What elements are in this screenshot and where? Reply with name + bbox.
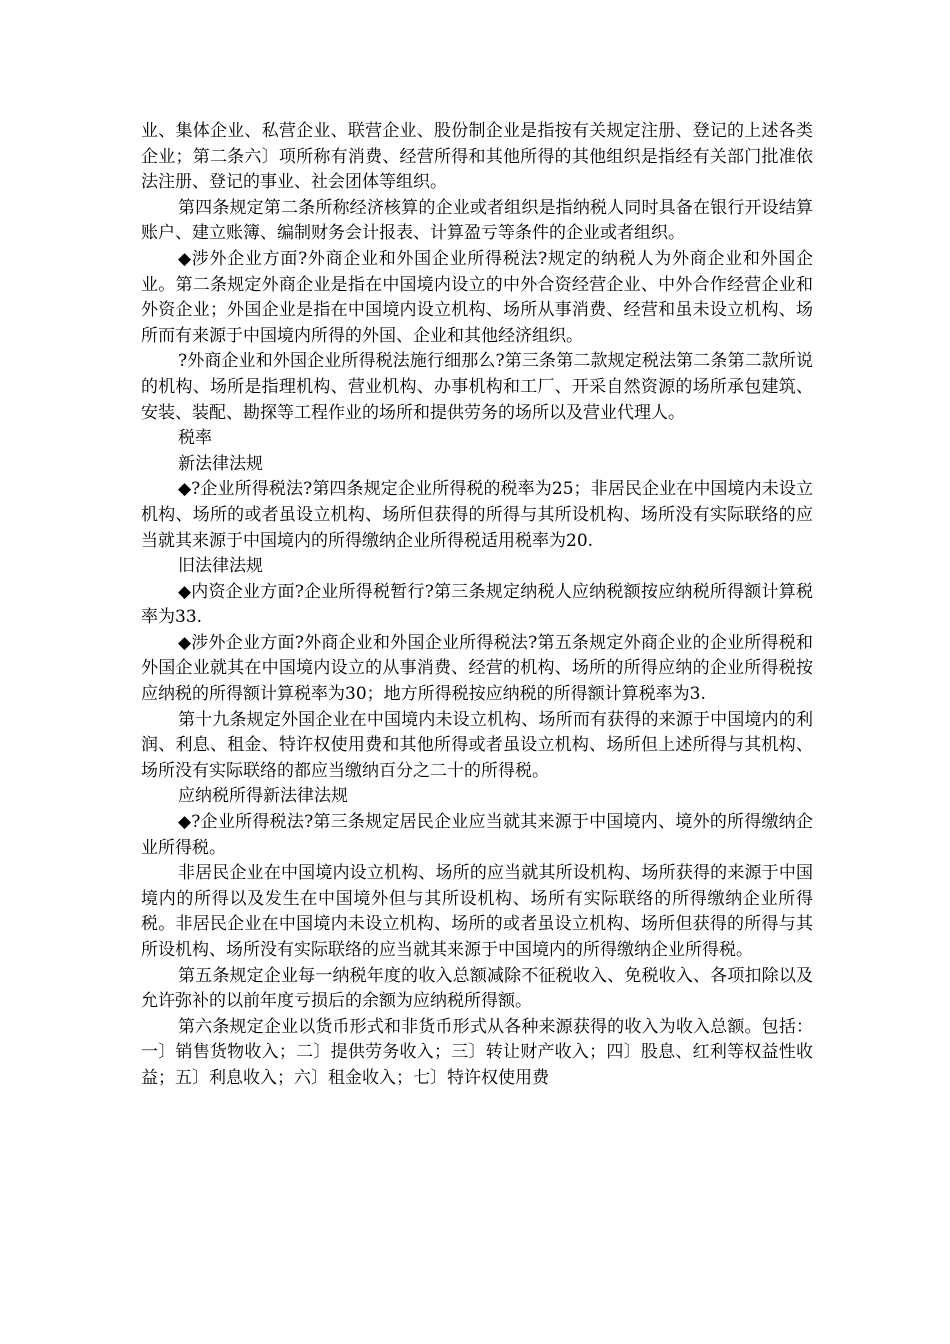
- section-subheading: 旧法律法规: [178, 556, 263, 577]
- paragraph: ◆内资企业方面?企业所得税暂行?第三条规定纳税人应纳税额按应纳税所得额计算税率为33.: [141, 581, 813, 628]
- section-subheading: 新法律法规: [178, 453, 263, 474]
- paragraph: 第四条规定第二条所称经济核算的企业或者组织是指纳税人同时具备在银行开设结算账户、建立账簿、编制财务会计报表、计算盈亏等条件的企业或者组织。: [141, 197, 813, 244]
- paragraph: 第十九条规定外国企业在中国境内未设立机构、场所而有获得的来源于中国境内的利润、利息、租金、特许权使用费和其他所得或者虽设立机构、场所但上述所得与其机构、场所没有实际联络的都应当缴纳百分之二十的所得税。: [141, 709, 813, 781]
- paragraph: 第五条规定企业每一纳税年度的收入总额减除不征税收入、免税收入、各项扣除以及允许弥补的以前年度亏损后的余额为应纳税所得额。: [141, 965, 813, 1012]
- paragraph: ◆涉外企业方面?外商企业和外国企业所得税法?第五条规定外商企业的企业所得税和外国企业就其在中国境内设立的从事消费、经营的机构、场所的所得应纳的企业所得税按应纳税的所得额计算税率为30；地方所得税按应纳税的所得额计算税率为3.: [141, 632, 813, 705]
- section-heading: 税率: [178, 428, 212, 449]
- section-heading: 应纳税所得新法律法规: [178, 786, 348, 807]
- paragraph: 非居民企业在中国境内设立机构、场所的应当就其所设机构、场所获得的来源于中国境内的所得以及发生在中国境外但与其所设机构、场所有实际联络的所得缴纳企业所得税。非居民企业在中国境内未设立机构、场所的或者虽设立机构、场所但获得的所得与其所设机构、场所没有实际联络的应当就其来源于中国境内的所得缴纳企业所得税。: [141, 863, 813, 960]
- paragraph: ?外商企业和外国企业所得税法施行细那么?第三条第二款规定税法第二条第二款所说的机构、场所是指理机构、营业机构、办事机构和工厂、开采自然资源的场所承包建筑、安装、装配、勘探等工程作业的场所和提供劳务的场所以及营业代理人。: [141, 351, 813, 423]
- paragraph: 第六条规定企业以货币形式和非货币形式从各种来源获得的收入为收入总额。包括：一〕销售货物收入；二〕提供劳务收入；三〕转让财产收入；四〕股息、红利等权益性收益；五〕利息收入；六〕租金收入；七〕特许权使用费: [141, 1016, 813, 1088]
- paragraph: ◆?企业所得税法?第三条规定居民企业应当就其来源于中国境内、境外的所得缴纳企业所得税。: [141, 812, 813, 858]
- document-body: [141, 119, 813, 1092]
- paragraph: ◆?企业所得税法?第四条规定企业所得税的税率为25；非居民企业在中国境内未设立机构、场所的或者虽设立机构、场所但获得的所得与其所设机构、场所没有实际联络的应当就其来源于中国境内的所得缴纳企业所得税适用税率为20.: [141, 479, 813, 551]
- paragraph: ◆涉外企业方面?外商企业和外国企业所得税法?规定的纳税人为外商企业和外国企业。第二条规定外商企业是指在中国境内设立的中外合资经营企业、中外合作经营企业和外资企业；外国企业是指在中国境内设立机构、场所从事消费、经营和虽未设立机构、场所而有来源于中国境内所得的外国、企业和其他经济组织。: [141, 248, 813, 346]
- paragraph: 业、集体企业、私营企业、联营企业、股份制企业是指按有关规定注册、登记的上述各类企业；第二条六〕项所称有消费、经营所得和其他所得的其他组织是指经有关部门批准依法注册、登记的事业、社会团体等组织。: [141, 121, 813, 193]
